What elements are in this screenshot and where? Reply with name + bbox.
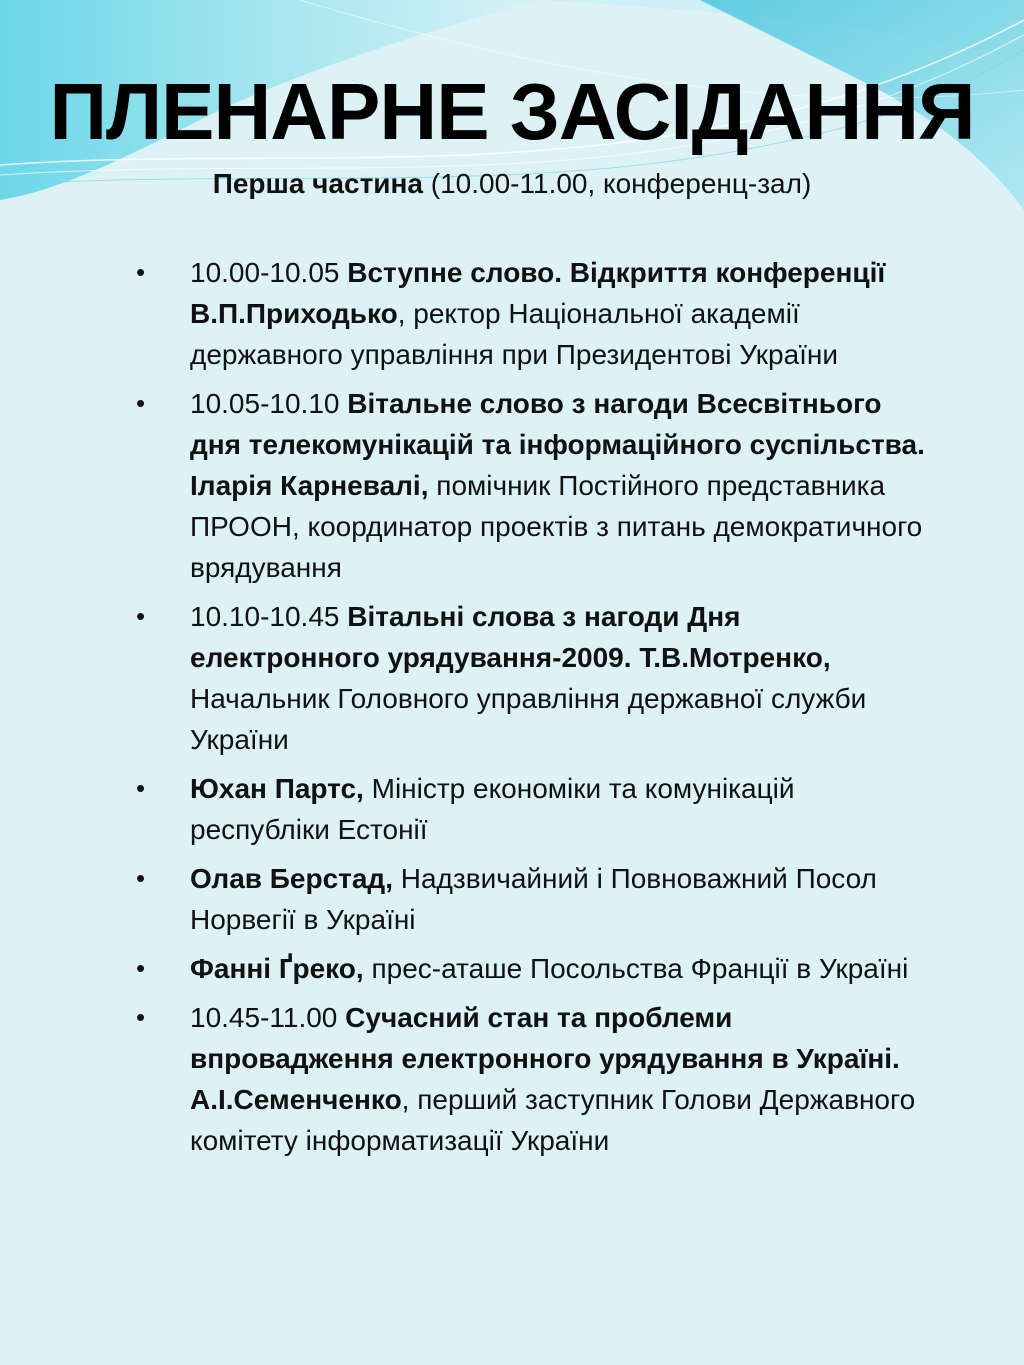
bullet-glyph: • [136,863,146,893]
agenda-bold: Олав Берстад, [190,863,393,894]
agenda-rest: Начальник Головного управління державної служби України [190,683,867,755]
bullet-glyph: • [136,1002,146,1032]
bullet-glyph: • [136,953,146,983]
agenda-item [136,383,926,588]
agenda-rest: , ректор Національної академії державного управління при Президентові України [190,298,839,370]
bullet-glyph: • [136,773,146,803]
agenda-bold: Сучасний стан та проблеми впровадження електронного урядування в Україні. А.І.Семенченко [190,1002,900,1115]
bullet-glyph: • [136,388,146,418]
agenda-time: 10.45-11.00 [190,1002,346,1033]
slide-title: ПЛЕНАРНЕ ЗАСІДАННЯ [49,67,975,156]
agenda-bold: Вступне слово. Відкриття конференції В.П.Приходько [190,257,886,329]
bullet-glyph: • [136,257,146,287]
subtitle-rest: (10.00-11.00, конференц-зал) [423,168,812,199]
agenda-rest: прес-аташе Посольства Франції в Україні [363,953,909,984]
agenda-rest: Надзвичайний і Повноважний Посол Норвегії в Україні [190,863,877,935]
agenda-item [136,858,926,940]
agenda-item [136,768,926,850]
agenda-bold: Вітальне слово з нагоди Всесвітнього дня телекомунікацій та інформаційного суспільства. Іларія Карневалі, [190,388,925,501]
agenda-time: 10.10-10.45 [190,601,348,632]
agenda-item [136,948,926,989]
agenda-time: 10.05-10.10 [190,388,348,419]
agenda-rest: помічник Постійного представника ПРООН, координатор проектів з питань демократичного врядування [190,470,923,583]
agenda-item [136,997,926,1161]
agenda-rest: , перший заступник Голови Державного комітету інформатизації України [190,1084,916,1156]
bullet-glyph: • [136,601,146,631]
agenda-bold: Юхан Партс, [190,773,364,804]
agenda-bold: Фанні Ґреко, [190,953,364,984]
agenda-list [136,252,926,1169]
agenda-item [136,596,926,760]
agenda-item [136,252,926,375]
subtitle-bold: Перша частина [212,168,423,199]
agenda-bold: Вітальні слова з нагоди Дня електронного урядування-2009. Т.В.Мотренко, [190,601,831,673]
slide-subtitle [0,167,1024,201]
agenda-rest: Міністр економіки та комунікацій республіки Естонії [190,773,795,845]
agenda-time: 10.00-10.05 [190,257,348,288]
